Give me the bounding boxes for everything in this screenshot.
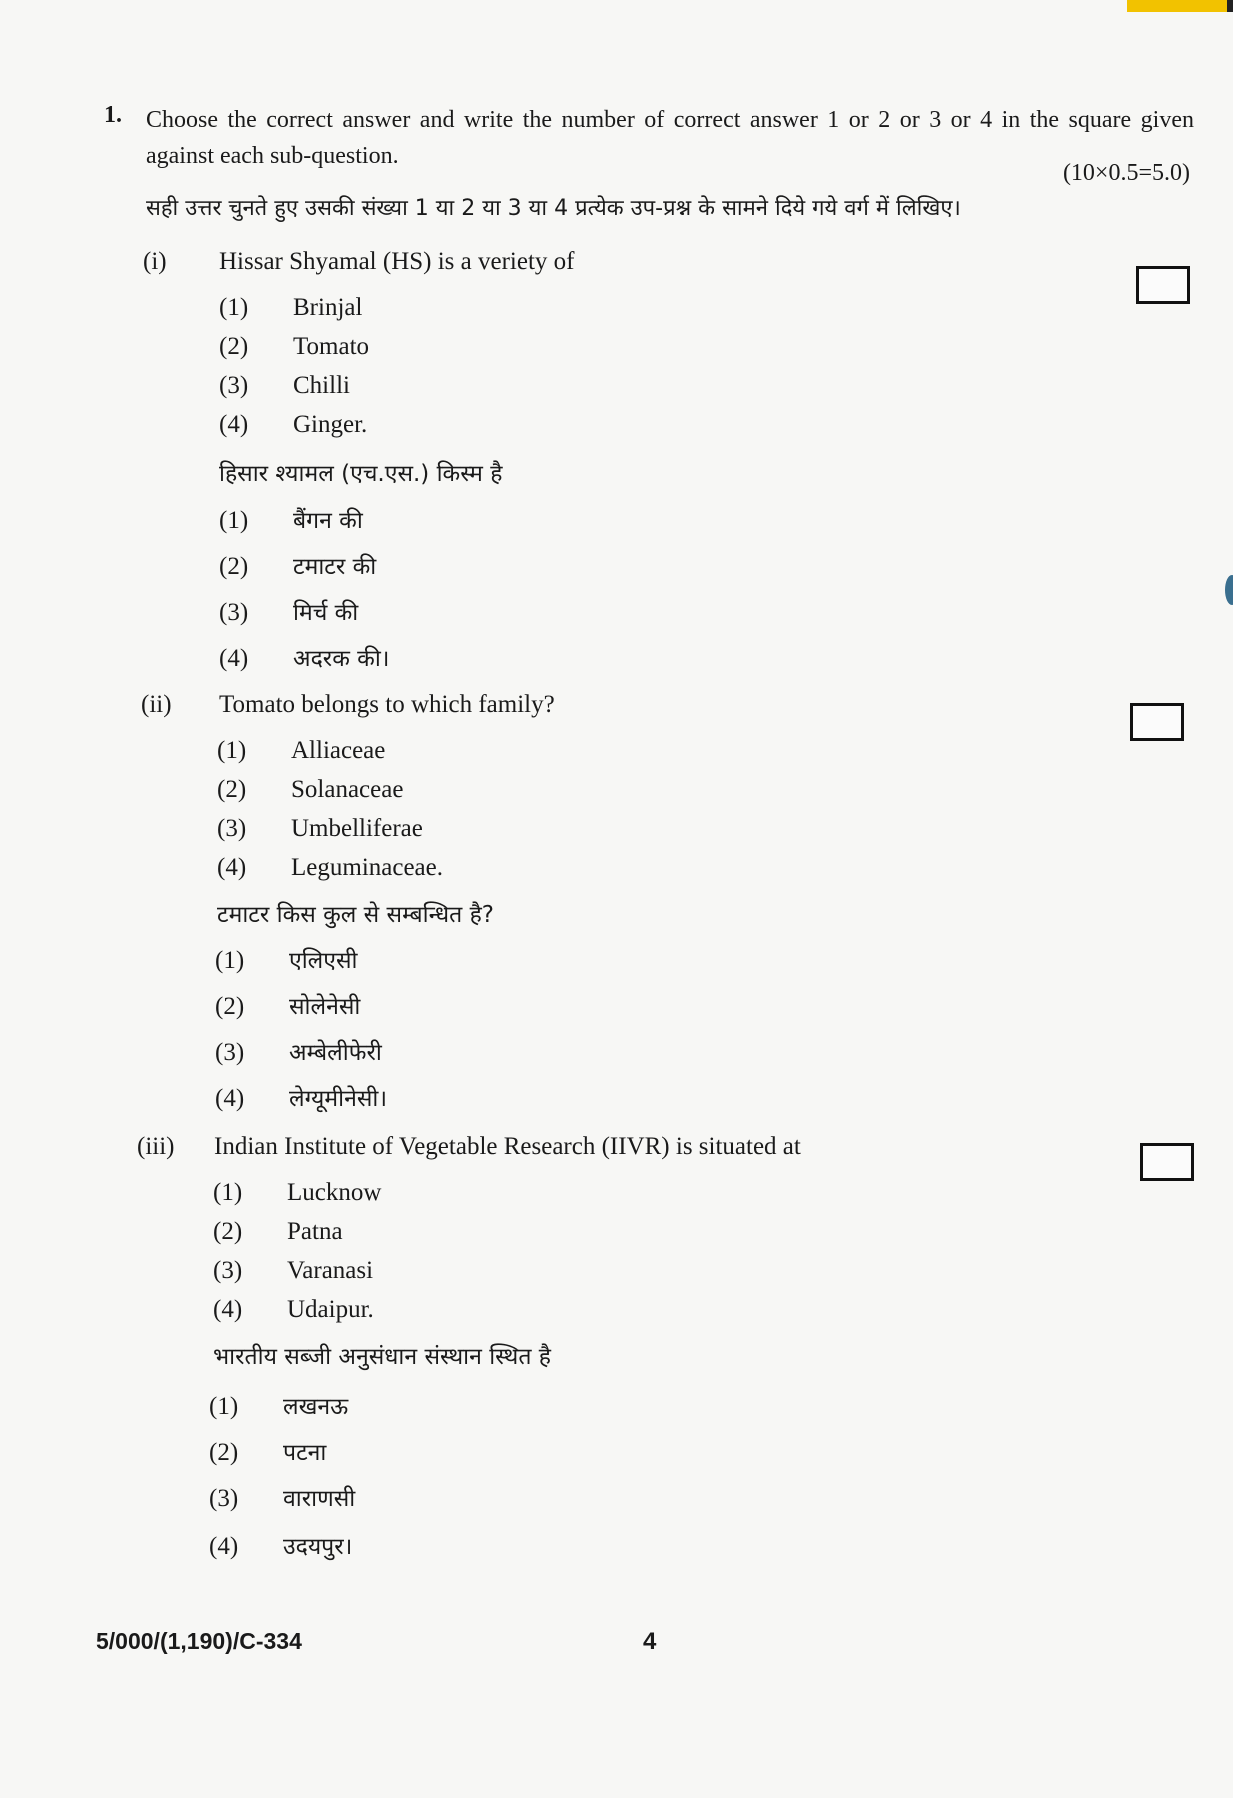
subquestion-number: (i) (143, 248, 167, 275)
option-hi: (2) टमाटर की (219, 553, 377, 580)
option-en: (1) Alliaceae (217, 737, 386, 764)
option-en: (2) Tomato (219, 333, 370, 360)
stem-english: Tomato belongs to which family? (219, 691, 555, 718)
option-hi: (1) लखनऊ (209, 1393, 349, 1420)
option-hi: (2) पटना (209, 1439, 327, 1466)
option-en: (3) Varanasi (213, 1257, 374, 1284)
option-en: (3) Umbelliferae (217, 815, 423, 842)
option-hi: (4) उदयपुर। (209, 1533, 353, 1560)
option-hi: (1) बैंगन की (219, 507, 363, 534)
option-en: (4) Ginger. (219, 411, 368, 438)
answer-box[interactable] (1140, 1143, 1194, 1181)
option-en: (4) Leguminaceae. (217, 854, 443, 881)
option-en: (4) Udaipur. (213, 1296, 374, 1323)
stem-english: Hissar Shyamal (HS) is a veriety of (219, 248, 575, 275)
option-hi: (3) वाराणसी (209, 1485, 356, 1512)
instruction-english: Choose the correct answer and write the number of correct answer 1 or 2 or 3 or 4 in the square given against each sub-question. (146, 107, 1194, 169)
option-hi: (3) अम्बेलीफेरी (215, 1039, 382, 1066)
stem-hindi: टमाटर किस कुल से सम्बन्धित है? (217, 902, 494, 928)
yellow-tab-mark (1127, 0, 1233, 12)
answer-box[interactable] (1136, 266, 1190, 304)
option-hi: (4) लेग्यूमीनेसी। (215, 1085, 388, 1112)
stem-hindi: हिसार श्यामल (एच.एस.) किस्म है (219, 461, 503, 487)
answer-box[interactable] (1130, 703, 1184, 741)
option-en: (2) Solanaceae (217, 776, 404, 803)
option-en: (3) Chilli (219, 372, 350, 399)
option-en: (2) Patna (213, 1218, 343, 1245)
instruction-hindi: सही उत्तर चुनते हुए उसकी संख्या 1 या 2 या 3 या 4 प्रत्येक उप-प्रश्न के सामने दिये गये वर्ग में लिखिए। (146, 196, 961, 221)
subquestion-number: (ii) (141, 691, 172, 718)
option-en: (1) Lucknow (213, 1179, 382, 1206)
option-hi: (4) अदरक की। (219, 645, 390, 672)
question-number: 1. (104, 102, 122, 128)
stem-english: Indian Institute of Vegetable Research (IIVR) is situated at (214, 1133, 801, 1160)
option-hi: (3) मिर्च की (219, 599, 359, 626)
option-en: (1) Brinjal (219, 294, 363, 321)
page-number: 4 (643, 1628, 657, 1655)
marks-allocation: (10×0.5=5.0) (1062, 160, 1190, 186)
paper-code: 5/000/(1,190)/C-334 (96, 1628, 302, 1654)
stem-hindi: भारतीय सब्जी अनुसंधान संस्थान स्थित है (213, 1344, 551, 1370)
option-hi: (1) एलिएसी (215, 947, 358, 974)
subquestion-number: (iii) (137, 1133, 175, 1160)
option-hi: (2) सोलेनेसी (215, 993, 361, 1020)
edge-marker (1225, 575, 1233, 605)
